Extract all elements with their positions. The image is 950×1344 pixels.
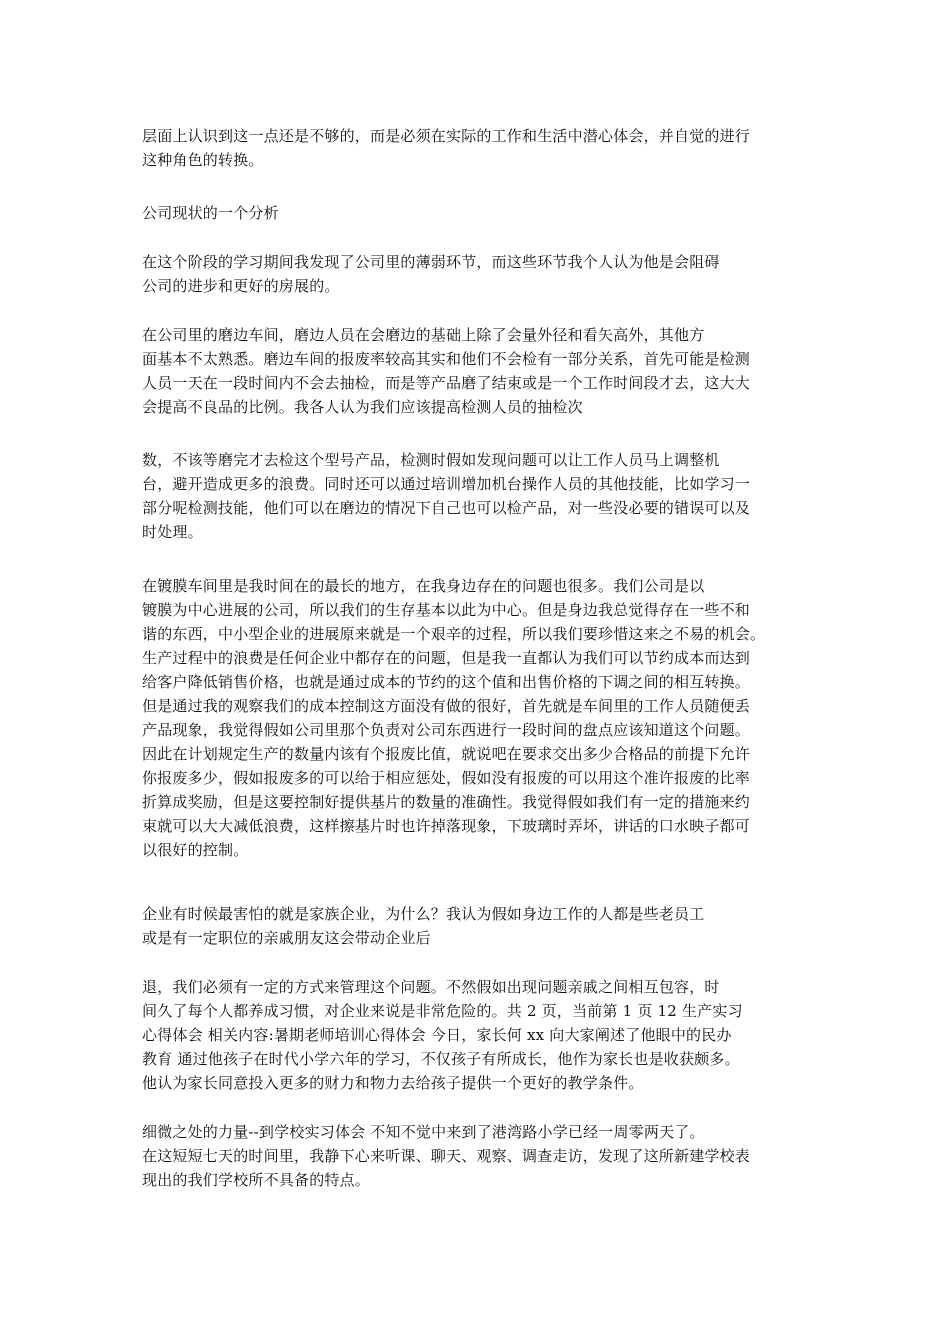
paragraph-edging-workshop: 在公司里的磨边车间，磨边人员在会磨边的基础上除了会量外径和看矢高外，其他方 面基本不太熟悉。磨边车间的报废率较高其实和他们不会检有一部分关系，首先可能是检测 人员一天在一段时间内不会去抽检，而是等产品磨了结束或是一个工作时间段才去，这大大 会提高不良品的比例。我各人认为我们应该提高检测人员的抽检次	[142, 326, 751, 416]
paragraph-coating-workshop: 在镀膜车间里是我时间在的最长的地方，在我身边存在的问题也很多。我们公司是以 镀膜为中心进展的公司，所以我们的生存基本以此为中心。但是身边我总觉得存在一些不和 谐的东西，中小型企业的进展原来就是一个艰辛的过程，所以我们要珍惜这来之不易的机会。 生产过程中的浪费是任何企业中都存在的问题，但是我一直都认为我们可以节约成本而达到 给客户降低销售价格，也就是通过成本的节约的这个值和出售价格的下调之间的相互转换。 但是通过我的观察我们的成本控制这方面没有做的很好，首先就是车间里的工作人员随便丢 产品现象，我觉得假如公司里那个负责对公司东西进行一段时间的盘点应该知道这个问题。 因此在计划规定生产的数量内该有个报废比值，就说吧在要求交出多少合格品的前提下允许 你报废多少，假如报废多的可以给于相应惩处，假如没有报废的可以用这个准许报废的比率 折算成奖励，但是这要控制好提供基片的数量的准确性。我觉得假如我们有一定的措施来约 束就可以大大减低浪费，这样擦基片时也许掉落现象，下玻璃时弄坏，讲话的口水映子都可 以很好的控制。	[142, 577, 766, 859]
paragraph-inspection-training: 数，不该等磨完才去检这个型号产品，检测时假如发现问题可以让工作人员马上调整机 台，避开造成更多的浪费。同时还可以通过培训增加机台操作人员的其他技能，比如学习一 部分呢检测技能，他们可以在磨边的情况下自己也可以检产品，对一些没必要的错误可以及 时处理。	[142, 451, 751, 541]
section-heading-company-analysis: 公司现状的一个分析	[142, 204, 279, 222]
paragraph-school-internship: 细微之处的力量--到学校实习体会 不知不觉中来到了港湾路小学已经一周零两天了。 在这短短七天的时间里，我静下心来听课、聊天、观察、调查走访，发现了这所新建学校表 现出的我们学校所不具备的特点。	[142, 1123, 751, 1189]
paragraph-management: 退，我们必须有一定的方式来管理这个问题。不然假如出现问题亲戚之间相互包容，时 间久了每个人都养成习惯，对企业来说是非常危险的。共 2 页，当前第 1 页 12 生产实习 心得体会 相关内容:暑期老师培训心得体会 今日，家长何 xx 向大家阐述了他眼中的民办 教育 通过他孩子在时代小学六年的学习，不仅孩子有所成长，他作为家长也是收获颇多。 他认为家长同意投入更多的财力和物力去给孩子提供一个更好的教学条件。	[142, 978, 743, 1092]
paragraph-role-shift: 层面上认识到这一点还是不够的，而是必须在实际的工作和生活中潜心体会，并自觉的进行 这种角色的转换。	[142, 127, 751, 169]
paragraph-family-business: 企业有时候最害怕的就是家族企业，为什么？我认为假如身边工作的人都是些老员工 或是有一定职位的亲戚朋友这会带动企业后	[142, 905, 705, 947]
paragraph-weak-links: 在这个阶段的学习期间我发现了公司里的薄弱环节，而这些环节我个人认为他是会阻碍 公司的进步和更好的房展的。	[142, 253, 720, 295]
